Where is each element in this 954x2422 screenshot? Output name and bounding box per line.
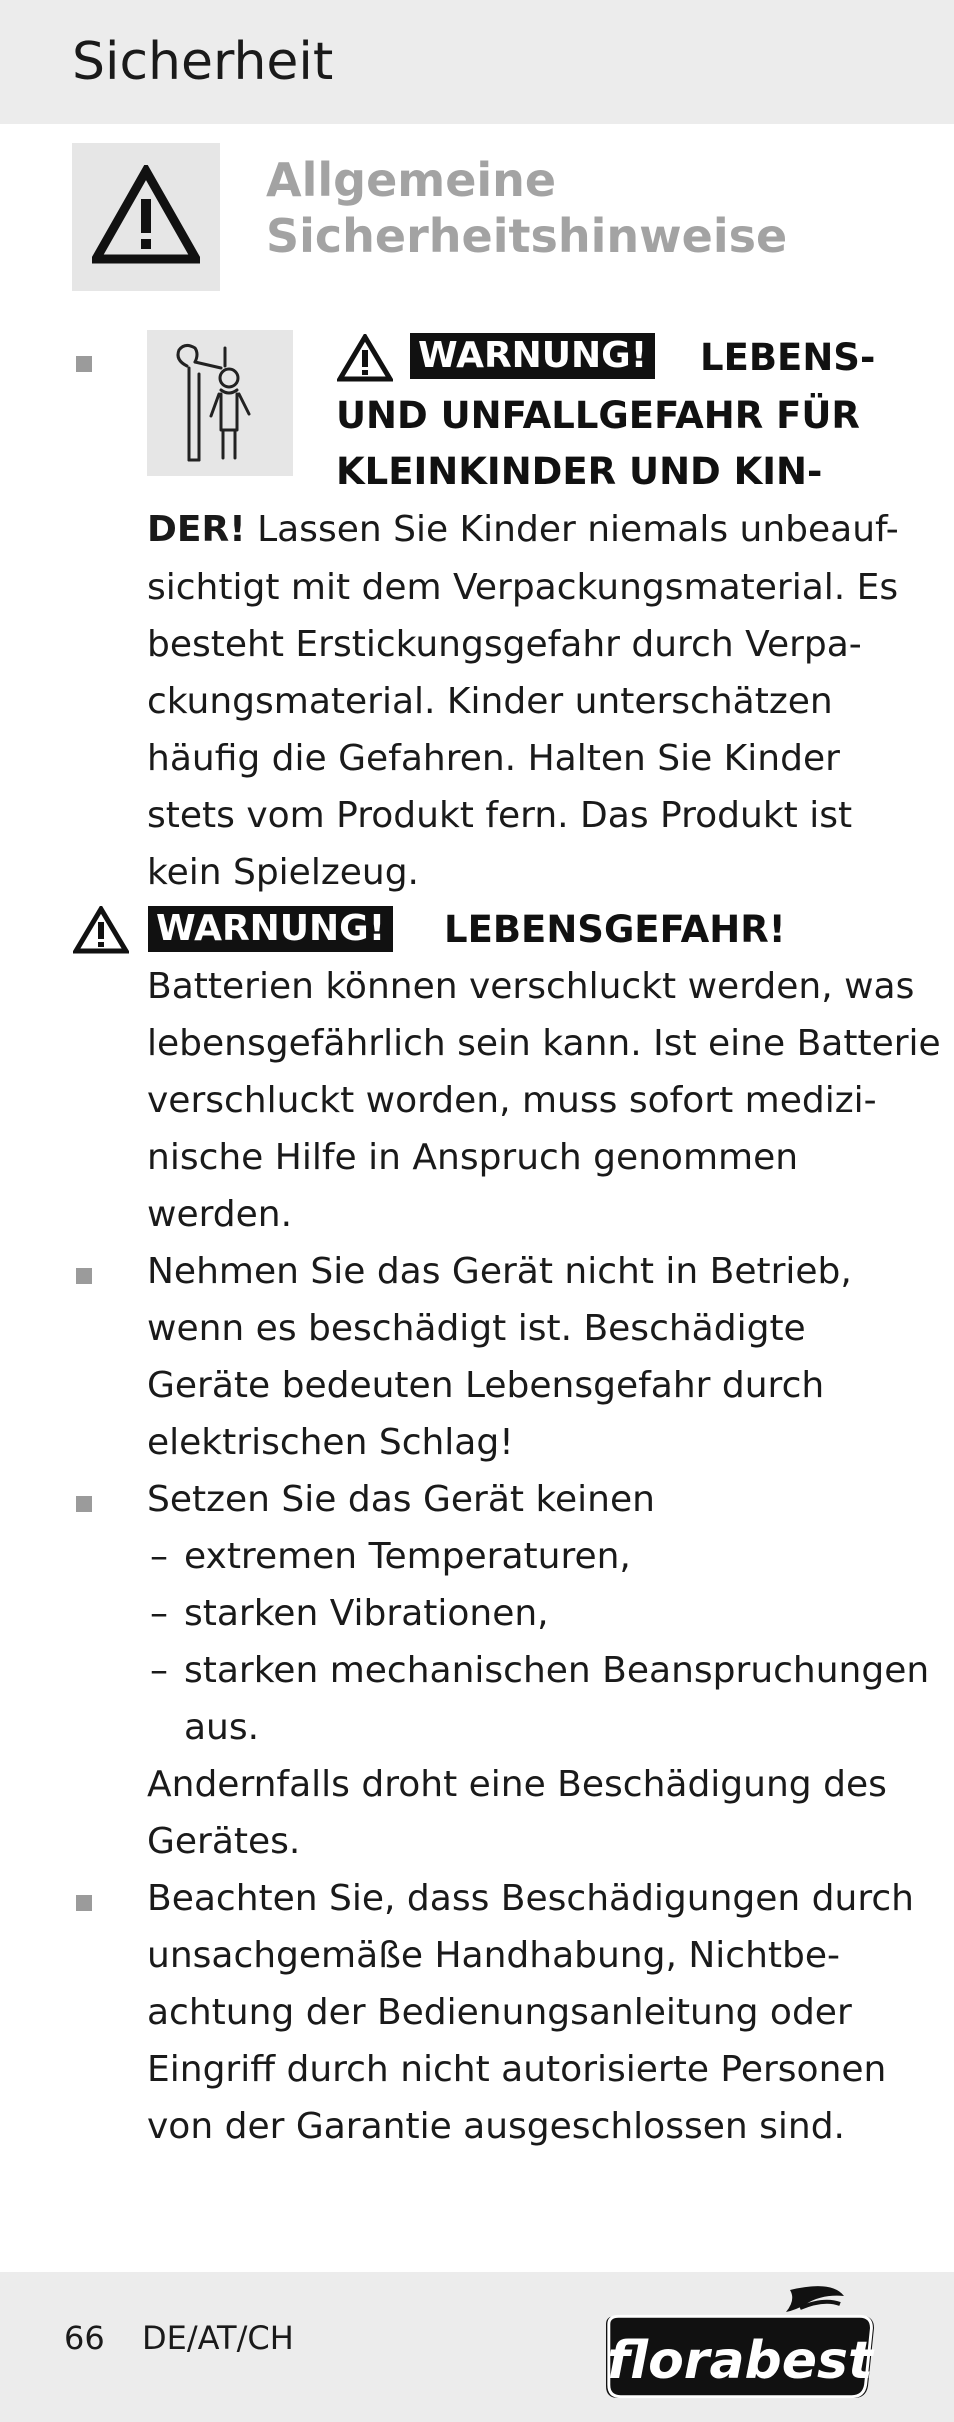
sub-item: extremen Temperaturen, (184, 1536, 631, 1577)
warning-text-line: stets vom Produkt fern. Das Produkt ist (147, 795, 853, 836)
warning-text-line: häufig die Gefahren. Halten Sie Kinder (147, 738, 840, 779)
warning-text-line: ckungsmaterial. Kinder unterschätzen (147, 681, 833, 722)
list-item-line: elektrischen Schlag! (147, 1422, 514, 1463)
bullet-square-icon (76, 1895, 92, 1911)
bullet-square-icon (76, 356, 92, 372)
list-item-line: von der Garantie ausgeschlossen sind. (147, 2106, 845, 2147)
warning-text-line: kein Spielzeug. (147, 852, 419, 893)
sub-item-dash: – (150, 1536, 168, 1577)
battery-text-line: verschluckt worden, muss sofort medizi- (147, 1080, 877, 1121)
florabest-logo (600, 2282, 880, 2404)
list-item-line: Geräte bedeuten Lebensgefahr durch (147, 1365, 825, 1406)
warning-heading-line: UND UNFALLGEFAHR FÜR (336, 394, 860, 437)
battery-text-line: Batterien können verschluckt werden, was (147, 966, 915, 1007)
sub-item-dash: – (150, 1593, 168, 1634)
battery-text-line: lebensgefährlich sein kann. Ist eine Batterie (147, 1023, 941, 1064)
warning-heading: LEBENSGEFAHR! (444, 908, 786, 951)
section-title (266, 152, 787, 264)
page-number: 66 (64, 2319, 105, 2357)
warning-badge: WARNUNG! (148, 906, 393, 952)
section-title-line2: Sicherheitshinweise (266, 209, 788, 263)
battery-text-line: werden. (147, 1194, 293, 1235)
warning-badge: WARNUNG! (410, 333, 655, 379)
sub-item-dash: – (150, 1650, 168, 1691)
warning-text-line (147, 502, 899, 558)
sub-item: starken Vibrationen, (184, 1593, 549, 1634)
warning-triangle-icon (92, 165, 200, 265)
svg-text:florabest: florabest (607, 2331, 873, 2391)
warning-triangle-icon (73, 906, 129, 954)
list-item-line: Beachten Sie, dass Beschädigungen durch (147, 1878, 914, 1919)
child-strangulation-icon (165, 338, 275, 468)
list-item-line: Nehmen Sie das Gerät nicht in Betrieb, (147, 1251, 852, 1292)
section-warning-icon-box (72, 143, 220, 291)
bullet-square-icon (76, 1496, 92, 1512)
sub-item: starken mechanischen Beanspruchungen (184, 1650, 930, 1691)
bullet-square-icon (76, 1268, 92, 1284)
warning-text-line: sichtigt mit dem Verpackungsmaterial. Es (147, 567, 899, 608)
list-item-line: wenn es beschädigt ist. Beschädigte (147, 1308, 806, 1349)
list-item-line: Andernfalls droht eine Beschädigung des (147, 1764, 887, 1805)
language-codes: DE/AT/CH (142, 2319, 294, 2357)
list-item-line: unsachgemäße Handhabung, Nichtbe- (147, 1935, 840, 1976)
warning-text-continuation: Lassen Sie Kinder niemals unbeauf- (245, 509, 899, 550)
warning-heading-line: LEBENS- (700, 336, 876, 379)
list-item-line: Eingriff durch nicht autorisierte Personen (147, 2049, 887, 2090)
sub-item-continuation: aus. (184, 1707, 260, 1748)
page-title: Sicherheit (72, 32, 334, 92)
child-strangulation-icon-box (147, 330, 293, 476)
warning-heading-end: DER! (147, 509, 246, 550)
list-item-line: achtung der Bedienungsanleitung oder (147, 1992, 852, 2033)
warning-triangle-icon (337, 334, 393, 382)
warning-heading-line: KLEINKINDER UND KIN- (336, 450, 823, 493)
list-item-line: Setzen Sie das Gerät keinen (147, 1479, 655, 1520)
section-title-line1: Allgemeine (266, 153, 557, 207)
battery-text-line: nische Hilfe in Anspruch genommen (147, 1137, 799, 1178)
list-item-line: Gerätes. (147, 1821, 301, 1862)
warning-text-line: besteht Erstickungsgefahr durch Verpa- (147, 624, 862, 665)
